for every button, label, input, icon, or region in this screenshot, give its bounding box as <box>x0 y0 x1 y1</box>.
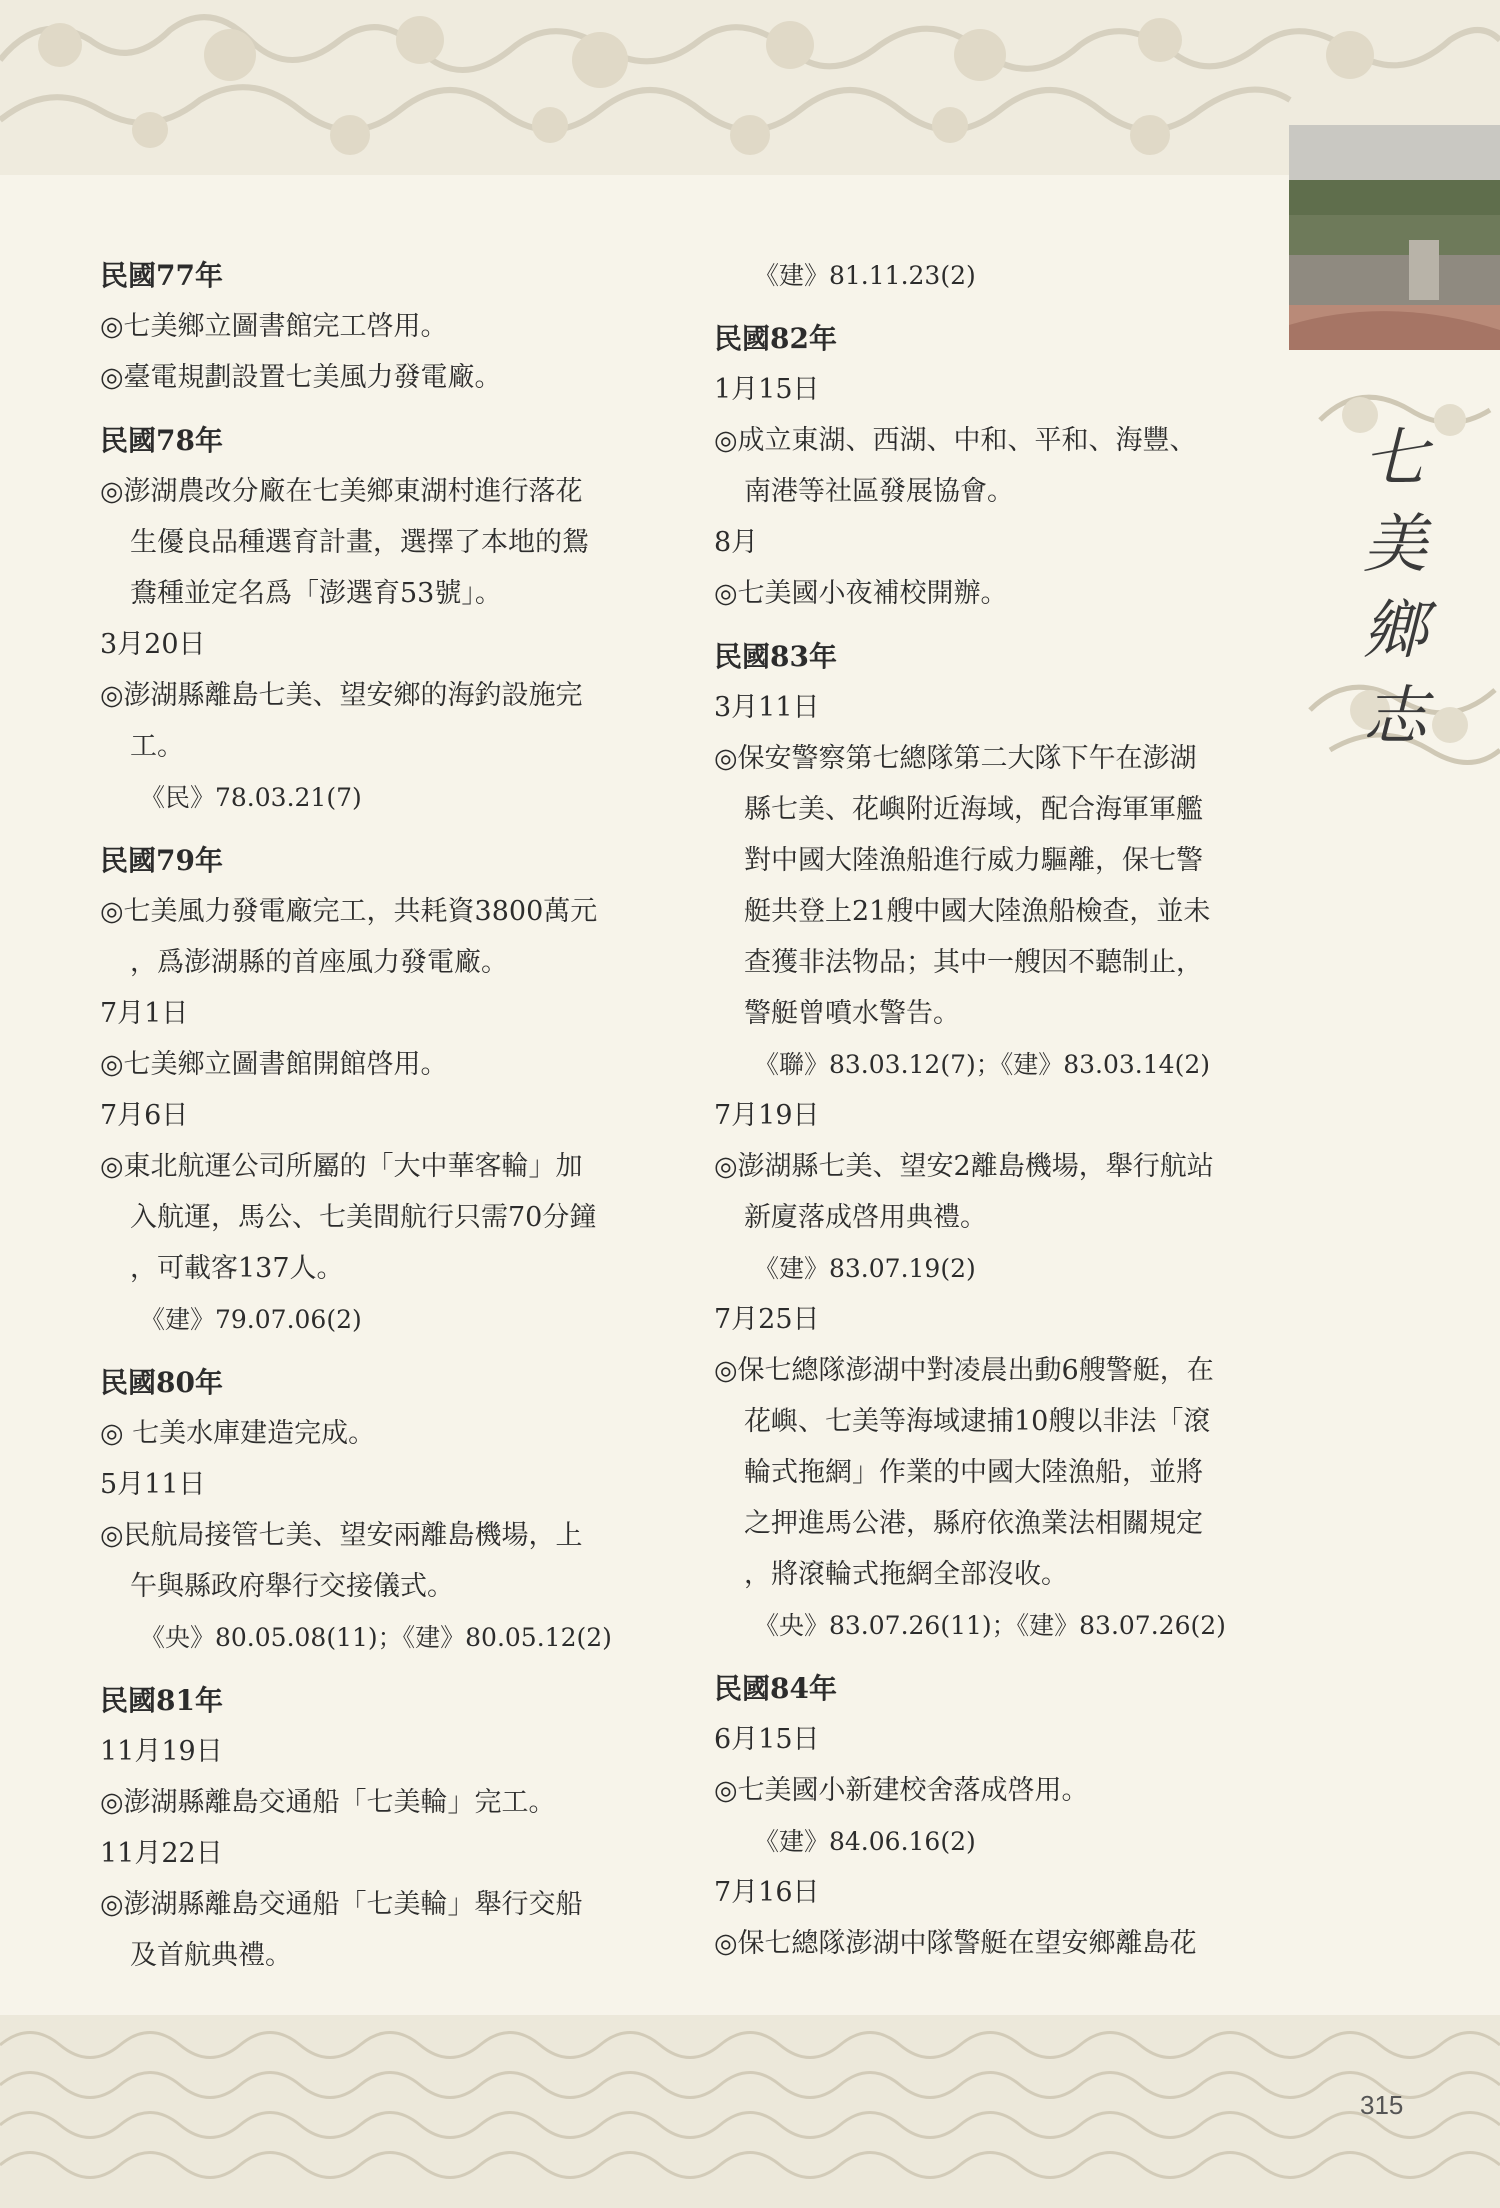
entry-continuation: 警艇曾噴水警告。 <box>744 998 960 1029</box>
year-heading: 民國82年 <box>714 322 837 355</box>
date-label: 11月19日 <box>100 1736 223 1767</box>
entry-continuation: 及首航典禮。 <box>130 1940 292 1971</box>
entry-text: ◎澎湖縣離島交通船「七美輪」完工。 <box>100 1787 556 1818</box>
entry-continuation: 南港等社區發展協會。 <box>744 476 1014 507</box>
source-citation: 《建》83.07.19(2) <box>754 1254 976 1283</box>
entry-continuation: 生優良品種選育計畫，選擇了本地的鴛 <box>130 527 589 558</box>
entry-text: ◎七美國小新建校舍落成啓用。 <box>714 1775 1089 1806</box>
entry-continuation: 工。 <box>130 731 184 762</box>
year-heading: 民國78年 <box>100 424 223 457</box>
source-citation: 《民》78.03.21(7) <box>140 783 362 812</box>
entry-continuation: 之押進馬公港，縣府依漁業法相關規定 <box>744 1508 1203 1539</box>
date-label: 7月6日 <box>100 1100 189 1131</box>
date-label: 7月1日 <box>100 998 189 1029</box>
entry-text: ◎ 七美水庫建造完成。 <box>100 1418 376 1449</box>
date-label: 1月15日 <box>714 374 820 405</box>
date-label: 3月20日 <box>100 629 206 660</box>
source-citation: 《央》80.05.08(11)；《建》80.05.12(2) <box>140 1623 612 1652</box>
year-heading: 民國81年 <box>100 1684 223 1717</box>
entry-text: ◎民航局接管七美、望安兩離島機場，上 <box>100 1520 583 1551</box>
entry-text: ◎保七總隊澎湖中對凌晨出動6艘警艇，在 <box>714 1355 1214 1386</box>
entry-continuation: 花嶼、七美等海域逮捕10艘以非法「滾 <box>744 1406 1211 1437</box>
year-heading: 民國79年 <box>100 844 223 877</box>
entry-text: ◎七美鄉立圖書館開館啓用。 <box>100 1049 448 1080</box>
source-citation: 《建》79.07.06(2) <box>140 1305 362 1334</box>
date-label: 11月22日 <box>100 1838 223 1869</box>
entry-text: ◎澎湖農改分廠在七美鄉東湖村進行落花 <box>100 476 583 507</box>
entry-text: ◎臺電規劃設置七美風力發電廠。 <box>100 362 502 393</box>
year-heading: 民國77年 <box>100 259 223 292</box>
page-number: 315 <box>1360 2090 1404 2120</box>
wave-pattern-bottom <box>0 2015 1500 2208</box>
entry-continuation: 對中國大陸漁船進行威力驅離，保七警 <box>744 845 1203 876</box>
title-char: 七 <box>1363 422 1427 496</box>
entry-continuation: 查獲非法物品；其中一艘因不聽制止， <box>744 947 1203 978</box>
entry-continuation: 新廈落成啓用典禮。 <box>744 1202 987 1233</box>
title-char: 鄉 <box>1363 594 1427 668</box>
entry-text: ◎成立東湖、西湖、中和、平和、海豐、 <box>714 425 1197 456</box>
entry-text: ◎七美鄉立圖書館完工啓用。 <box>100 311 448 342</box>
entry-text: ◎澎湖縣離島交通船「七美輪」舉行交船 <box>100 1889 583 1920</box>
left-text-column <box>100 250 660 1981</box>
cloud-pattern-top <box>0 0 1500 175</box>
entry-continuation: 入航運，馬公、七美間航行只需70分鐘 <box>130 1202 597 1233</box>
date-label: 6月15日 <box>714 1724 820 1755</box>
entry-continuation: 午與縣政府舉行交接儀式。 <box>130 1571 454 1602</box>
right-text-column <box>714 250 1274 1969</box>
date-label: 3月11日 <box>714 692 820 723</box>
entry-text: ◎澎湖縣離島七美、望安鄉的海釣設施完 <box>100 680 583 711</box>
title-char: 志 <box>1363 680 1427 754</box>
entry-text: ◎東北航運公司所屬的「大中華客輪」加 <box>100 1151 583 1182</box>
entry-continuation: ，爲澎湖縣的首座風力發電廠。 <box>130 947 508 978</box>
entry-continuation: ，將滾輪式拖網全部沒收。 <box>744 1559 1068 1590</box>
source-citation: 《建》84.06.16(2) <box>754 1827 976 1856</box>
entry-text: ◎保七總隊澎湖中隊警艇在望安鄉離島花 <box>714 1928 1197 1959</box>
entry-continuation: ，可載客137人。 <box>130 1253 344 1284</box>
source-citation: 《聯》83.03.12(7)；《建》83.03.14(2) <box>754 1050 1210 1079</box>
year-heading: 民國83年 <box>714 640 837 673</box>
date-label: 7月16日 <box>714 1877 820 1908</box>
source-citation: 《央》83.07.26(11)；《建》83.07.26(2) <box>754 1611 1226 1640</box>
entry-continuation: 艇共登上21艘中國大陸漁船檢查，並未 <box>744 896 1211 927</box>
title-char: 美 <box>1363 508 1427 582</box>
year-heading: 民國84年 <box>714 1672 837 1705</box>
date-label: 8月 <box>714 527 759 558</box>
entry-continuation: 縣七美、花嶼附近海域，配合海軍軍艦 <box>744 794 1203 825</box>
entry-text: ◎澎湖縣七美、望安2離島機場，舉行航站 <box>714 1151 1214 1182</box>
source-citation: 《建》81.11.23(2) <box>754 261 976 290</box>
landscape-photo <box>1289 125 1500 350</box>
entry-continuation: 輪式拖網」作業的中國大陸漁船，並將 <box>744 1457 1203 1488</box>
entry-text: ◎保安警察第七總隊第二大隊下午在澎湖 <box>714 743 1197 774</box>
entry-text: ◎七美風力發電廠完工，共耗資3800萬元 <box>100 896 598 927</box>
date-label: 7月19日 <box>714 1100 820 1131</box>
date-label: 5月11日 <box>100 1469 206 1500</box>
vertical-book-title <box>1340 420 1450 756</box>
date-label: 7月25日 <box>714 1304 820 1335</box>
year-heading: 民國80年 <box>100 1366 223 1399</box>
entry-text: ◎七美國小夜補校開辦。 <box>714 578 1008 609</box>
entry-continuation: 鴦種並定名爲「澎選育53號」。 <box>130 578 502 609</box>
